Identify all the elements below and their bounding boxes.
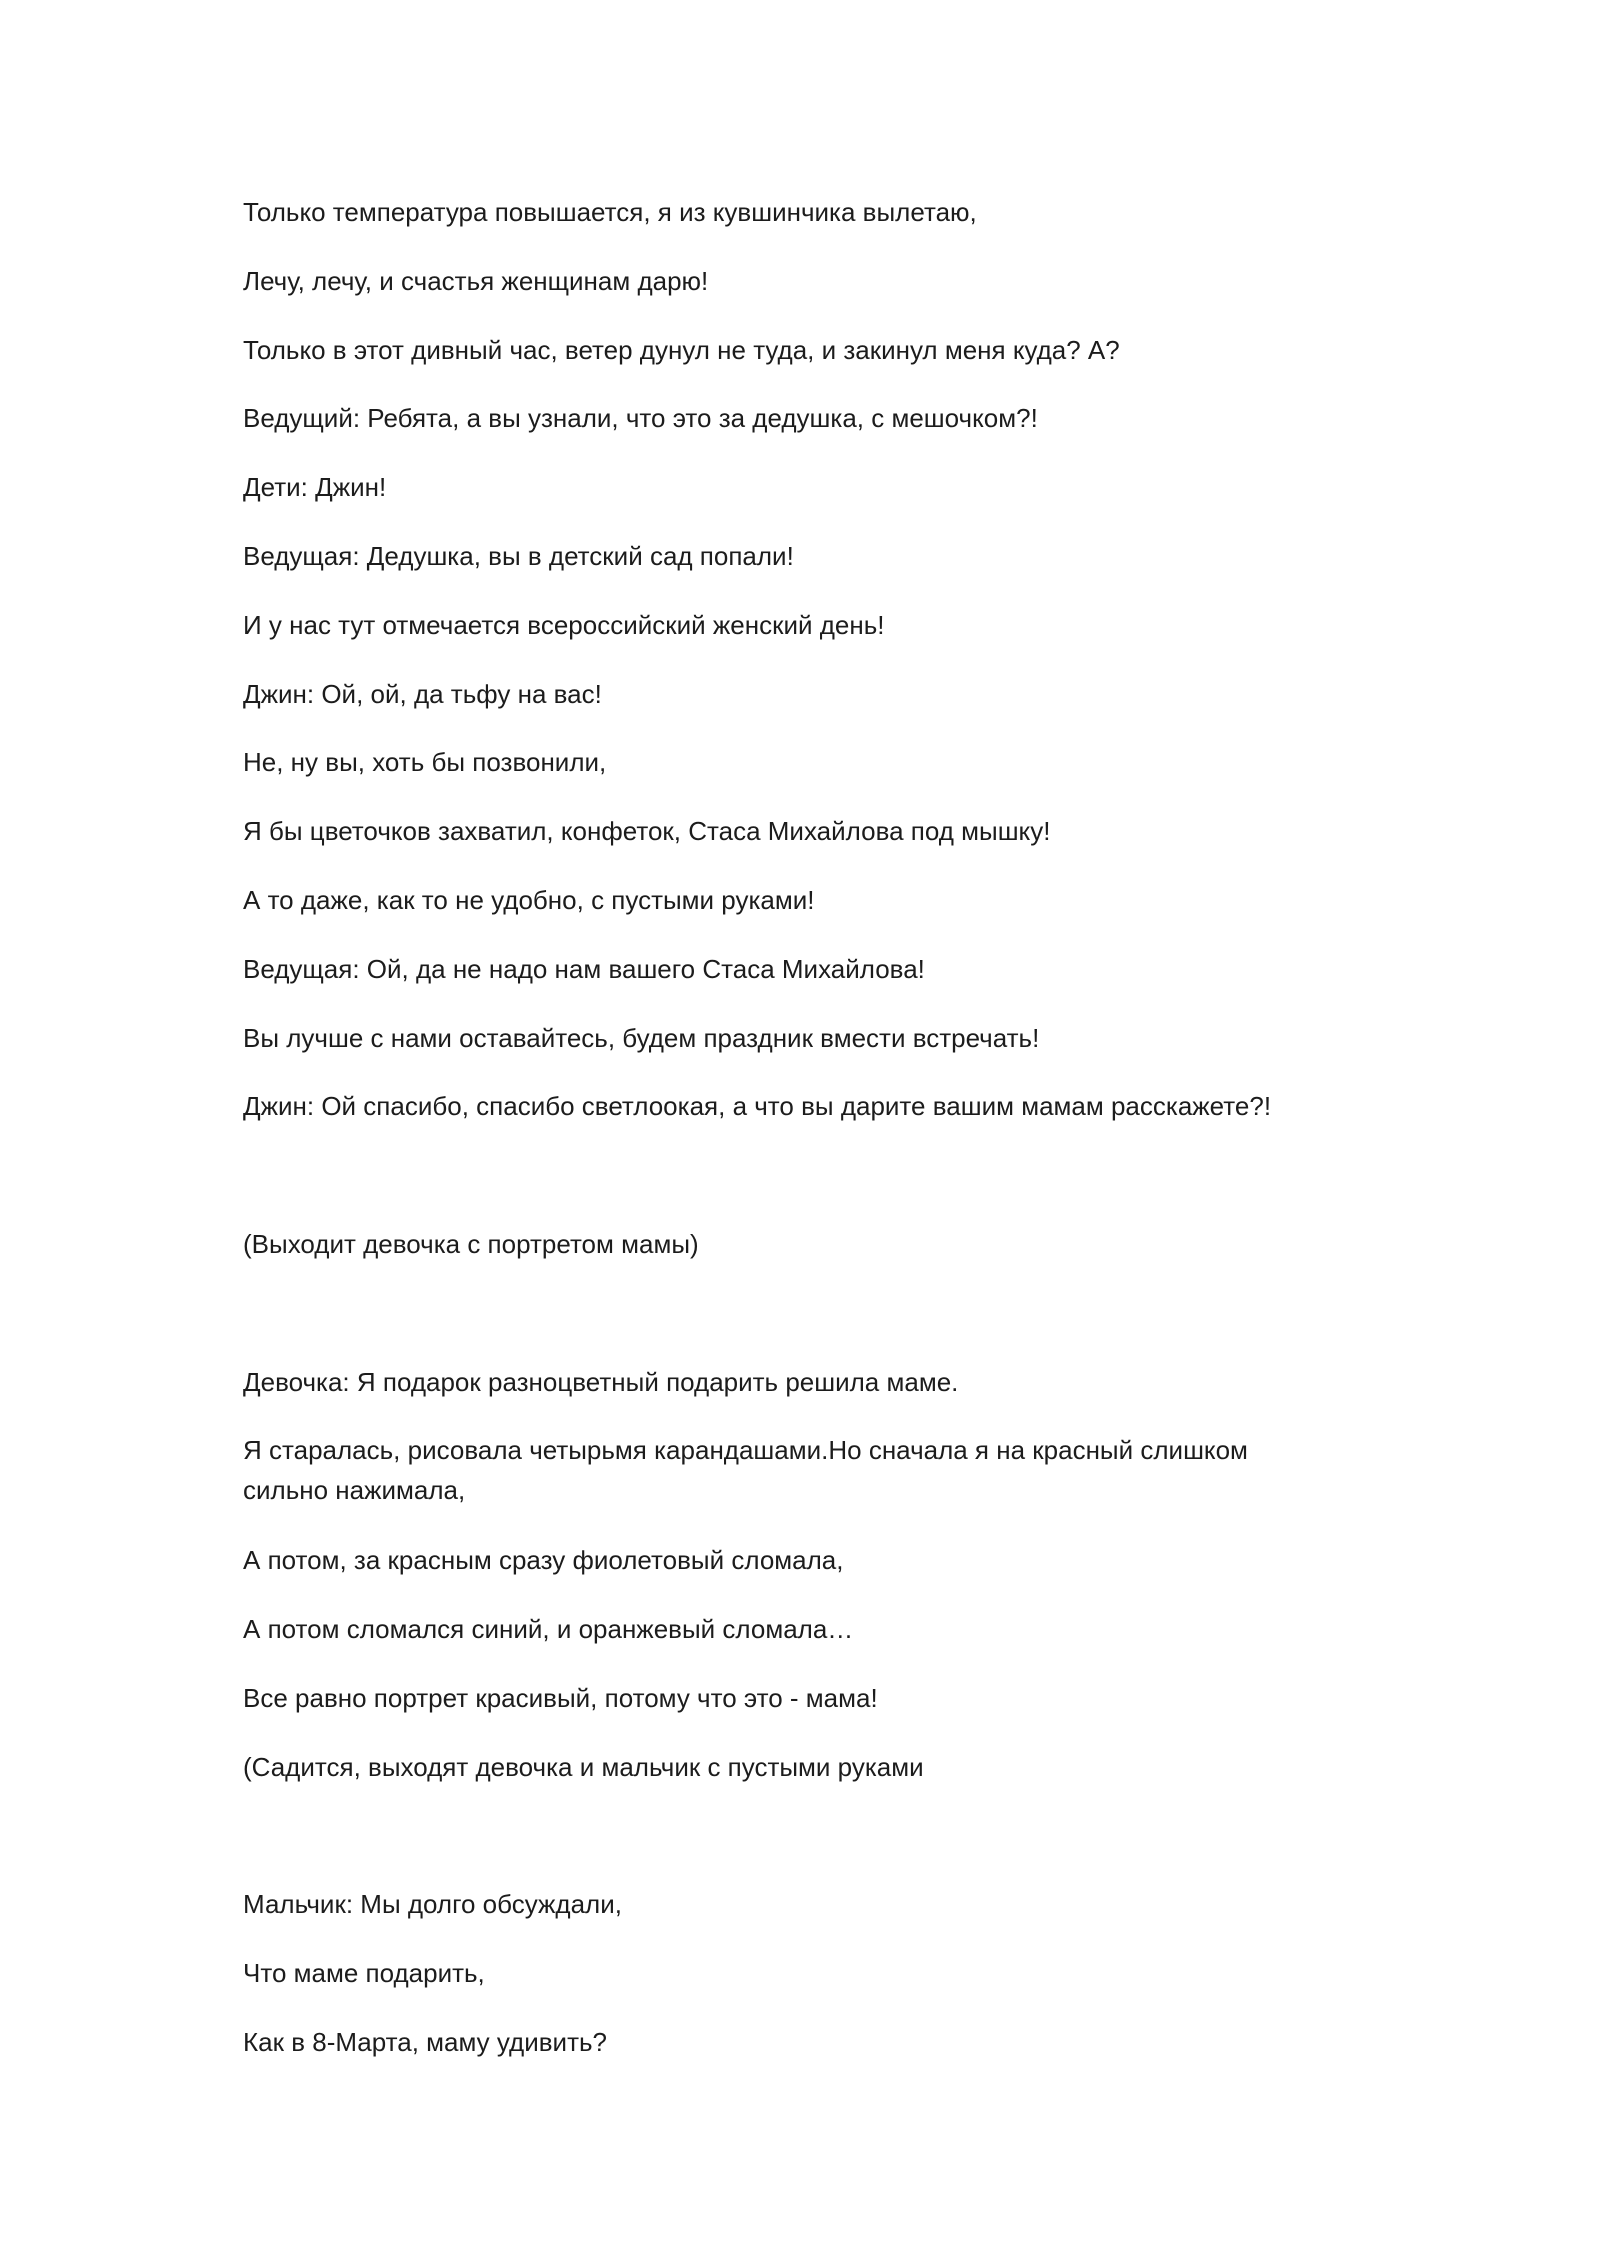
text-line: И у нас тут отмечается всероссийский женский день!	[243, 610, 885, 640]
text-line: А потом сломался синий, и оранжевый сломала…	[243, 1614, 854, 1644]
text-line: Мальчик: Мы долго обсуждали,	[243, 1889, 622, 1919]
text-line: Ведущий: Ребята, а вы узнали, что это за дедушка, с мешочком?!	[243, 403, 1038, 433]
text-line: Джин: Ой, ой, да тьфу на вас!	[243, 679, 602, 709]
text-line: Как в 8-Марта, маму удивить?	[243, 2027, 607, 2057]
text-line: Джин: Ой спасибо, спасибо светлоокая, а что вы дарите вашим мамам расскажете?!	[243, 1091, 1272, 1121]
text-line: Я бы цветочков захватил, конфеток, Стаса Михайлова под мышку!	[243, 816, 1051, 846]
text-line: Что маме подарить,	[243, 1958, 485, 1988]
text-line: Не, ну вы, хоть бы позвонили,	[243, 747, 607, 777]
text-line: Только в этот дивный час, ветер дунул не туда, и закинул меня куда? А?	[243, 335, 1120, 365]
text-line: Лечу, лечу, и счастья женщинам дарю!	[243, 266, 709, 296]
text-line: Вы лучше с нами оставайтесь, будем праздник вмести встречать!	[243, 1023, 1040, 1053]
text-line: Дети: Джин!	[243, 472, 387, 502]
stage-direction: (Садится, выходят девочка и мальчик с пустыми руками	[243, 1752, 924, 1782]
stage-direction: (Выходит девочка с портретом мамы)	[243, 1229, 699, 1259]
text-line: Только температура повышается, я из кувшинчика вылетаю,	[243, 197, 977, 227]
text-line: Ведущая: Ой, да не надо нам вашего Стаса Михайлова!	[243, 954, 925, 984]
text-line: Девочка: Я подарок разноцветный подарить решила маме.	[243, 1367, 959, 1397]
text-line: А то даже, как то не удобно, с пустыми руками!	[243, 885, 815, 915]
text-line: А потом, за красным сразу фиолетовый сломала,	[243, 1545, 844, 1575]
text-line: Ведущая: Дедушка, вы в детский сад попали!	[243, 541, 794, 571]
text-line: Все равно портрет красивый, потому что это - мама!	[243, 1683, 878, 1713]
text-line: Я старалась, рисовала четырьмя карандашами.Но сначала я на красный слишком сильно нажимала,	[243, 1435, 1248, 1505]
